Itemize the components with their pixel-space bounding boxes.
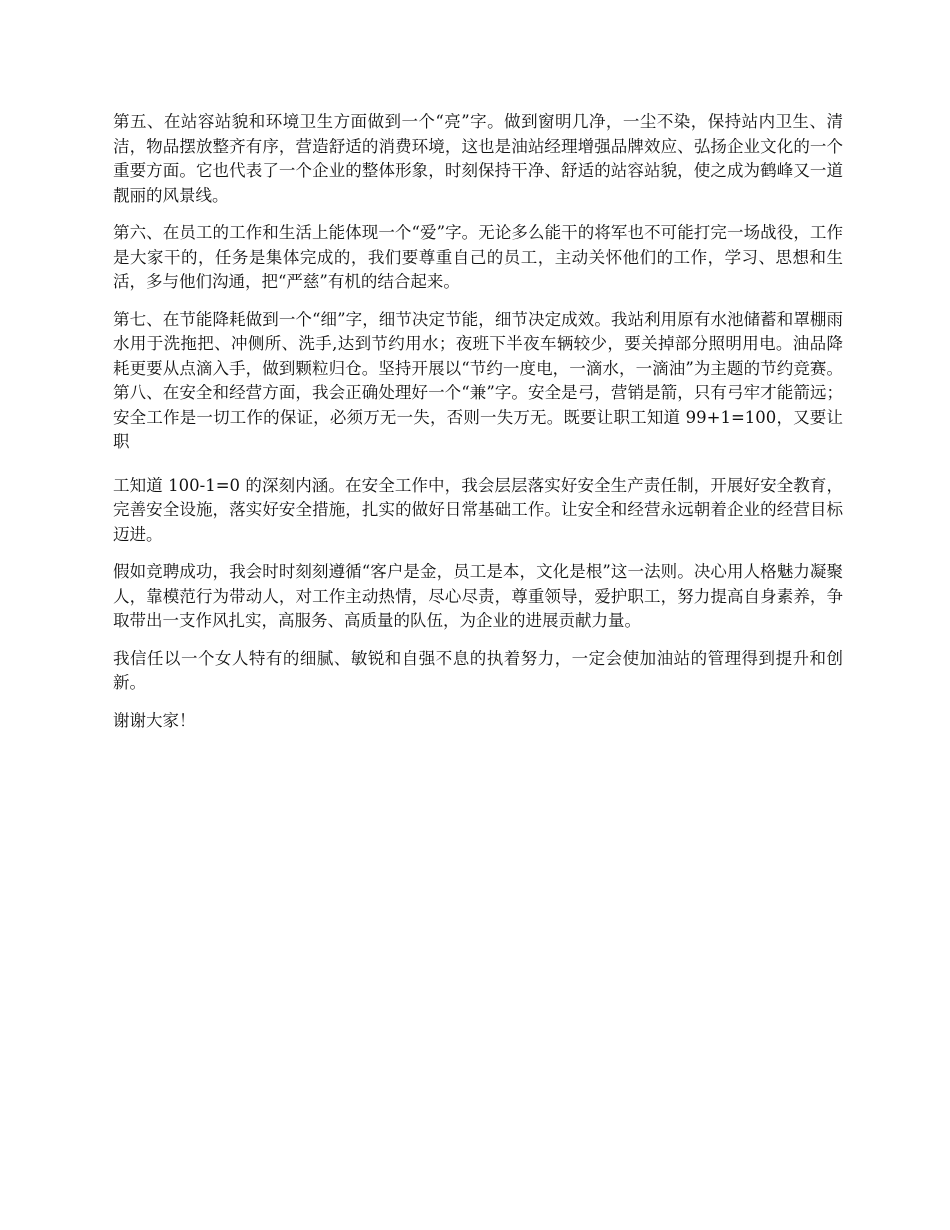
paragraph-6-care: 第六、在员工的工作和生活上能体现一个“爱”字。无论多么能干的将军也不可能打完一场战役，工作是大家干的，任务是集体完成的，我们要尊重自己的员工，主动关怀他们的工作，学习、思想和生活，多与他们沟通，把“严慈”有机的结合起来。: [113, 223, 843, 291]
paragraph-5-tidiness: 第五、在站容站貌和环境卫生方面做到一个“亮”字。做到窗明几净，一尘不染，保持站内卫生、清洁，物品摆放整齐有序，营造舒适的消费环境，这也是油站经理增强品牌效应、弘扬企业文化的一个重要方面。它也代表了一个企业的整体形象，时刻保持干净、舒适的站容站貌，使之成为鹤峰又一道靓丽的风景线。: [113, 112, 843, 205]
paragraph-7-8-energy-safety: 第七、在节能降耗做到一个“细”字，细节决定节能，细节决定成效。我站利用原有水池储蓄和罩棚雨水用于洗拖把、冲侧所、洗手,达到节约用水；夜班下半夜车辆较少，要关掉部分照明用电。油品降耗更要从点滴入手，做到颗粒归仓。坚持开展以“节约一度电，一滴水，一滴油”为主题的节约竞赛。 第八、在安全和经营方面，我会正确处理好一个“兼”字。安全是弓，营销是箭，只有弓牢才能箭远；安全工作是一切工作的保证，必须万无一失，否则一失万无。既要让职工知道 99+1=100，又要让职: [113, 309, 843, 451]
document-body: [113, 110, 843, 746]
paragraph-safety-continued: 工知道 100-1=0 的深刻内涵。在安全工作中，我会层层落实好安全生产责任制，开展好安全教育，完善安全设施，落实好安全措施，扎实的做好日常基础工作。让安全和经营永远朝着企业的经营目标迈进。: [113, 475, 843, 544]
paragraph-confidence: 我信任以一个女人特有的细腻、敏锐和自强不息的执着努力，一定会使加油站的管理得到提升和创新。: [113, 648, 843, 692]
paragraph-commitment: 假如竞聘成功，我会时时刻刻遵循“客户是金，员工是本，文化是根”这一法则。决心用人格魅力凝聚人，靠模范行为带动人，对工作主动热情，尽心尽责，尊重领导，爱护职工，努力提高自身素养，争取带出一支作风扎实，高服务、高质量的队伍，为企业的进展贡献力量。: [113, 562, 843, 630]
paragraph-thanks: 谢谢大家！: [113, 710, 196, 730]
